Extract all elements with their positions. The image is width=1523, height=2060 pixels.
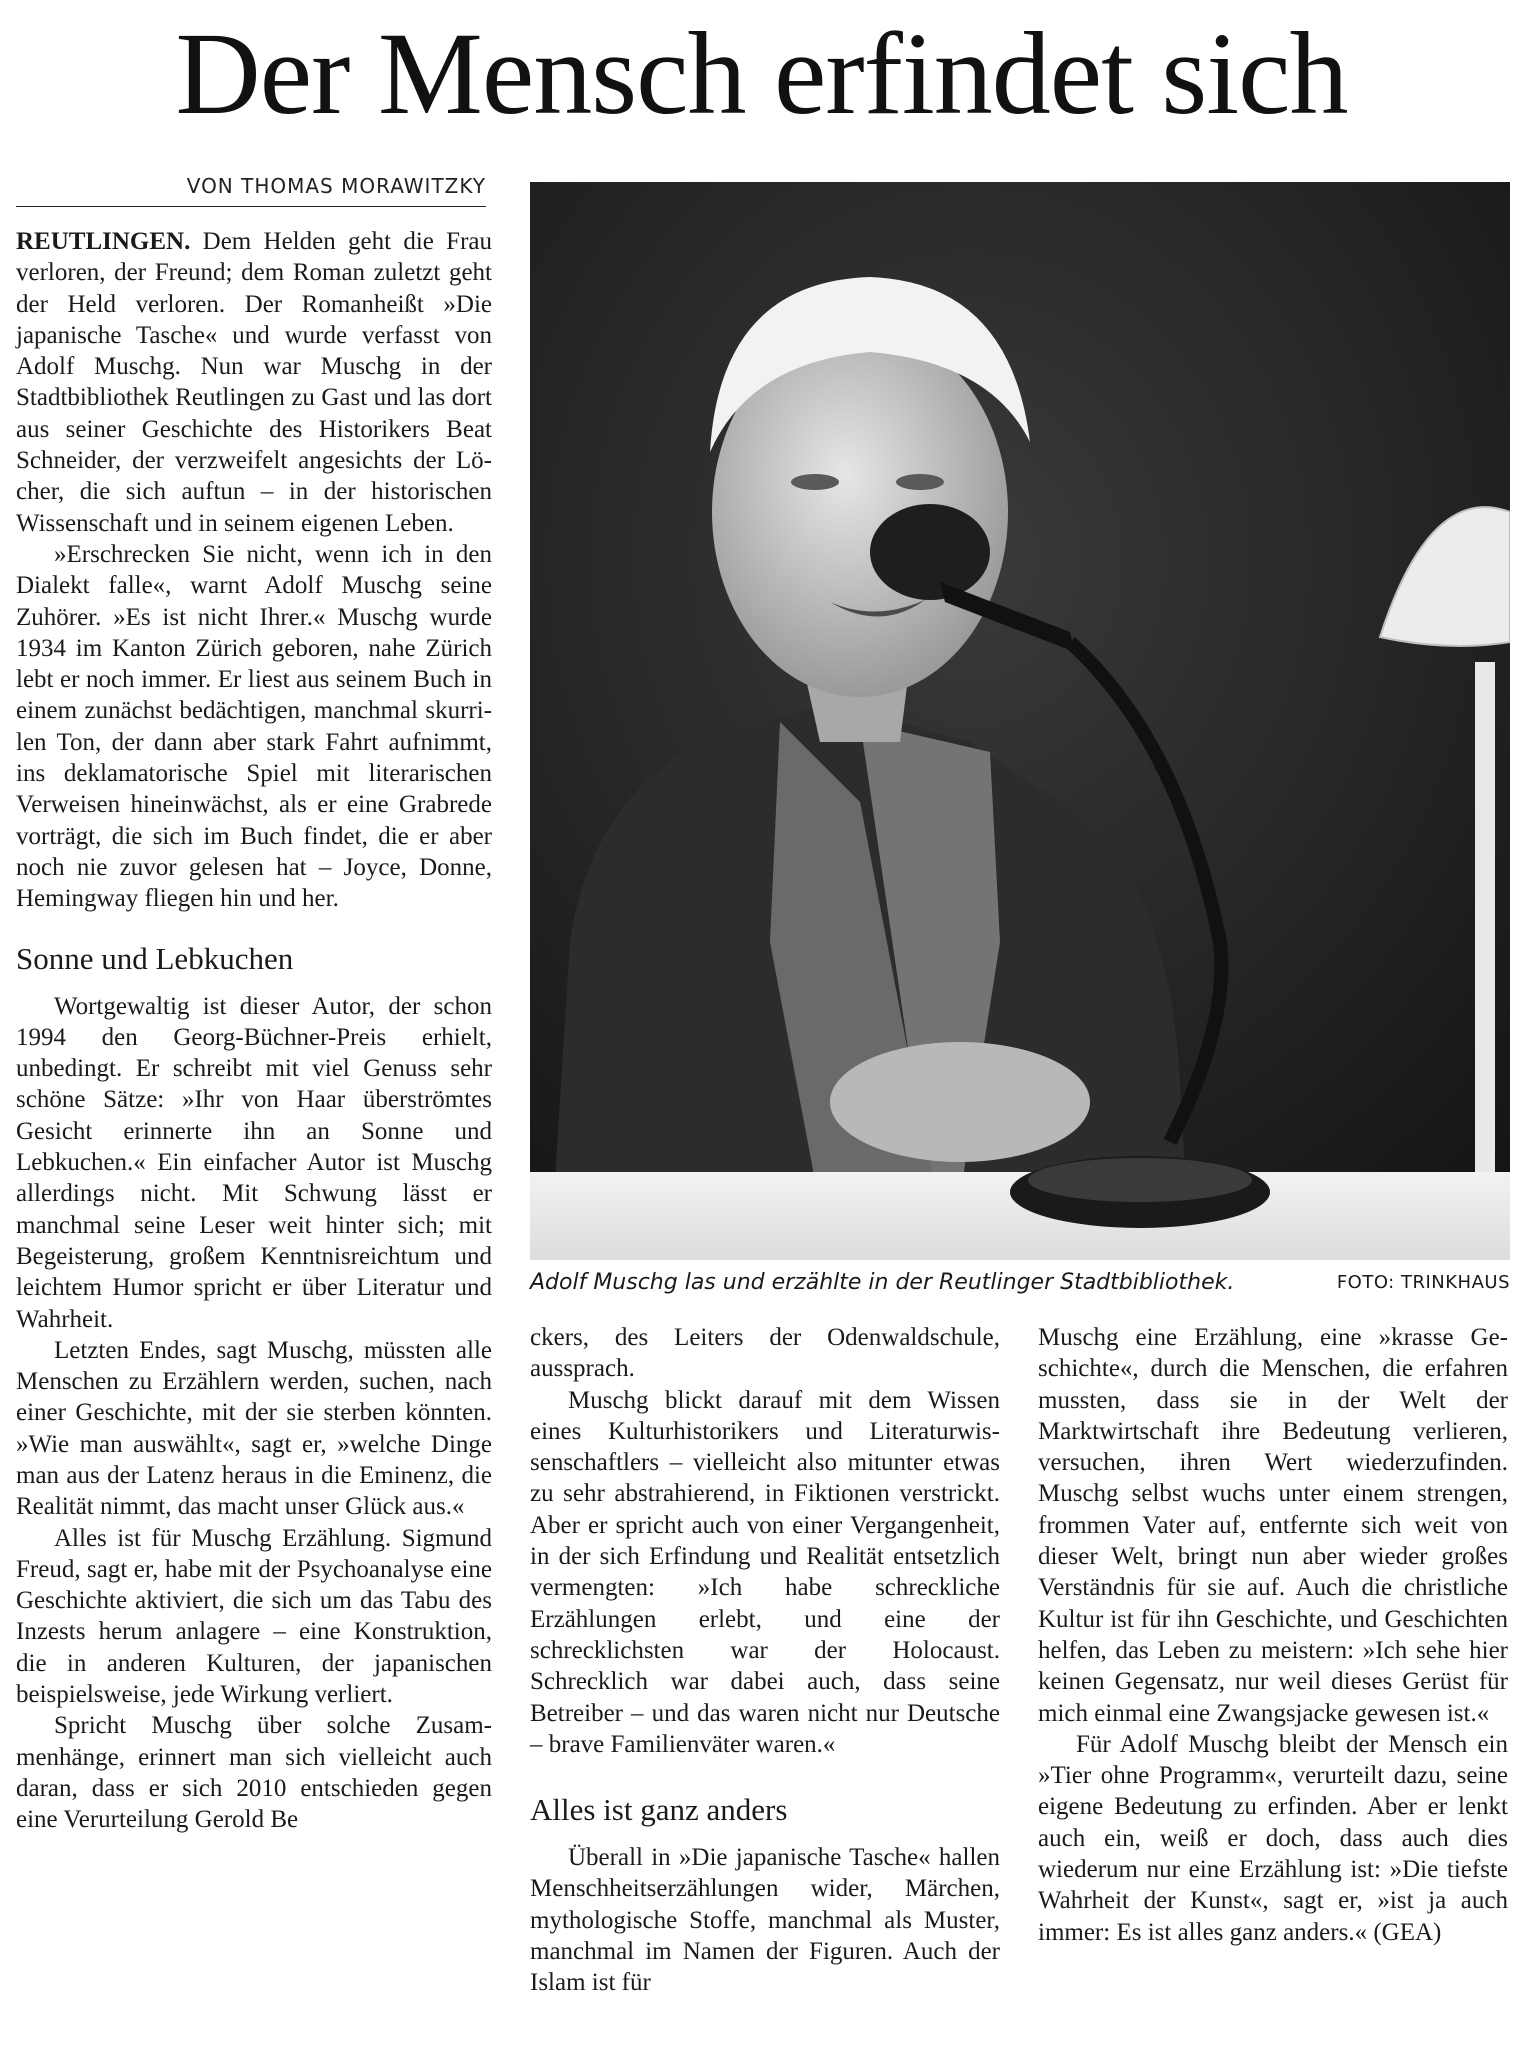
intro-text: Dem Helden geht die Frau verloren, der Freund; dem Roman zuletzt geht der Held verloren. Der Romanheißt »Die japanische Tasche« und wurde verfasst von Adolf Muschg. Nun war Muschg in der Stadtbibliothek Reutlingen zu Gast und las dort aus seiner Geschichte des Historikers Beat Schneider, der verzweifelt angesichts der Löcher, die sich auftun – in der historischen Wissenschaft und in seinem eigenen Leben.: [16, 228, 492, 537]
article-column-2: [530, 1322, 1000, 1999]
body-paragraph: Muschg eine Erzählung, eine »krasse Geschichte«, durch die Menschen, die erfahren mussten, dass sie in der Welt der Marktwirtschaft ihre Bedeutung verlieren, versuchen, ihren Wert wiederzufinden. Muschg selbst wuchs unter einem strengen, frommen Vater auf, entfernte sich weit von dieser Welt, bringt nun aber wieder großes Verständnis für sie auf. Auch die christliche Kultur ist für ihn Geschichte, und Geschichten helfen, das Leben zu meistern: »Ich sehe hier keinen Gegensatz, nur weil dieses Gerüst für mich einmal eine Zwangsjacke gewesen ist.«: [1038, 1324, 1508, 1727]
subheading-alles-ist-ganz-anders: Alles ist ganz anders: [530, 1792, 788, 1828]
article-column-1: [16, 226, 492, 1836]
subheading-sonne-und-lebkuchen: Sonne und Lebkuchen: [16, 940, 294, 976]
photo-image: [530, 182, 1510, 1260]
byline: VON THOMAS MORAWITZKY: [16, 174, 486, 207]
body-paragraph: Letzten Endes, sagt Muschg, müssten alle Menschen zu Erzählern werden, suchen, nach einer Geschichte, mit der sie sterben könnten. »Wie man auswählt«, sagt er, »welche Dinge man aus der Latenz heraus in die Eminenz, die Realität nimmt, das macht unser Glück aus.«: [16, 1336, 492, 1521]
body-paragraph: Alles ist für Muschg Erzählung. Sigmund Freud, sagt er, habe mit der Psychoanalyse eine Geschichte aktiviert, die sich um das Tabu des Inzests herum anlagere – eine Konstruktion, die in anderen Kulturen, der japanischen beispielsweise, jede Wirkung verliert.: [16, 1524, 492, 1709]
body-paragraph: Wortgewaltig ist dieser Autor, der schon 1994 den Georg-Büchner-Preis erhielt, unbedingt. Er schreibt mit viel Genuss sehr schöne Sätze: »Ihr von Haar überströmtes Gesicht erinnerte ihn an Sonne und Lebkuchen.« Ein einfacher Autor ist Muschg allerdings nicht. Mit Schwung lässt er manchmal seine Leser weit hinter sich; mit Begeisterung, großem Kenntnisreichtum und leichtem Humor spricht er über Literatur und Wahrheit.: [16, 992, 492, 1333]
photo-credit: FOTO: TRINKHAUS: [1336, 1272, 1510, 1293]
body-paragraph: Für Adolf Muschg bleibt der Mensch ein »Tier ohne Programm«, verurteilt dazu, seine eigene Bedeutung zu erfinden. Aber er lenkt auch ein, weiß er doch, dass auch dies wiederum nur eine Erzählung ist: »Die tiefste Wahrheit der Kunst«, sagt er, »ist ja auch immer: Es ist alles ganz anders.« (GEA): [1038, 1730, 1508, 1946]
article-column-3: [1038, 1322, 1508, 1948]
caption-text: Adolf Muschg las und erzählte in der Reutlinger Stadtbibliothek.: [530, 1270, 1235, 1295]
body-paragraph: Muschg blickt darauf mit dem Wissen eines Kulturhistorikers und Literaturwissenschaftlers – vielleicht also mitunter etwas zu sehr abstrahierend, in Fiktionen verstrickt. Aber er spricht auch von einer Vergangenheit, in der sich Erfindung und Realität entsetzlich vermengten: »Ich habe schreckliche Erzählungen erlebt, und eine der schrecklichsten war der Holocaust. Schrecklich war dabei auch, dass seine Betreiber – und das waren nicht nur Deutsche – brave Familienväter waren.«: [530, 1386, 1000, 1758]
author-photo: [530, 182, 1510, 1260]
body-paragraph: Überall in »Die japanische Tasche« hallen Menschheitserzählungen wider, Märchen, mythologische Stoffe, manchmal als Muster, manchmal im Namen der Figuren. Auch der Islam ist für: [530, 1844, 1000, 1997]
photo-caption: [530, 1264, 1510, 1304]
body-paragraph: ckers, des Leiters der Odenwaldschule, aussprach.: [530, 1324, 1000, 1383]
intro-paragraph: [16, 226, 492, 539]
dateline: REUTLINGEN.: [16, 228, 191, 255]
body-paragraph: »Erschrecken Sie nicht, wenn ich in den Dialekt falle«, warnt Adolf Muschg seine Zuhörer. »Es ist nicht Ihrer.« Muschg wurde 1934 im Kanton Zürich geboren, nahe Zürich lebt er noch immer. Er liest aus seinem Buch in einem zunächst bedächtigen, manchmal skurrilen Ton, der dann aber stark Fahrt aufnimmt, ins deklamatorische Spiel mit literarischen Verweisen hineinwächst, als er eine Grabrede vorträgt, die sich im Buch findet, die er aber noch nie zuvor gelesen hat – Joyce, Donne, Hemingway fliegen hin und her.: [16, 540, 492, 913]
body-paragraph: Spricht Muschg über solche Zusammenhänge, erinnert man sich vielleicht auch daran, dass er sich 2010 entschieden gegen eine Verurteilung Gerold Be: [16, 1712, 492, 1834]
headline: Der Mensch erfindet sich: [175, 8, 1348, 139]
